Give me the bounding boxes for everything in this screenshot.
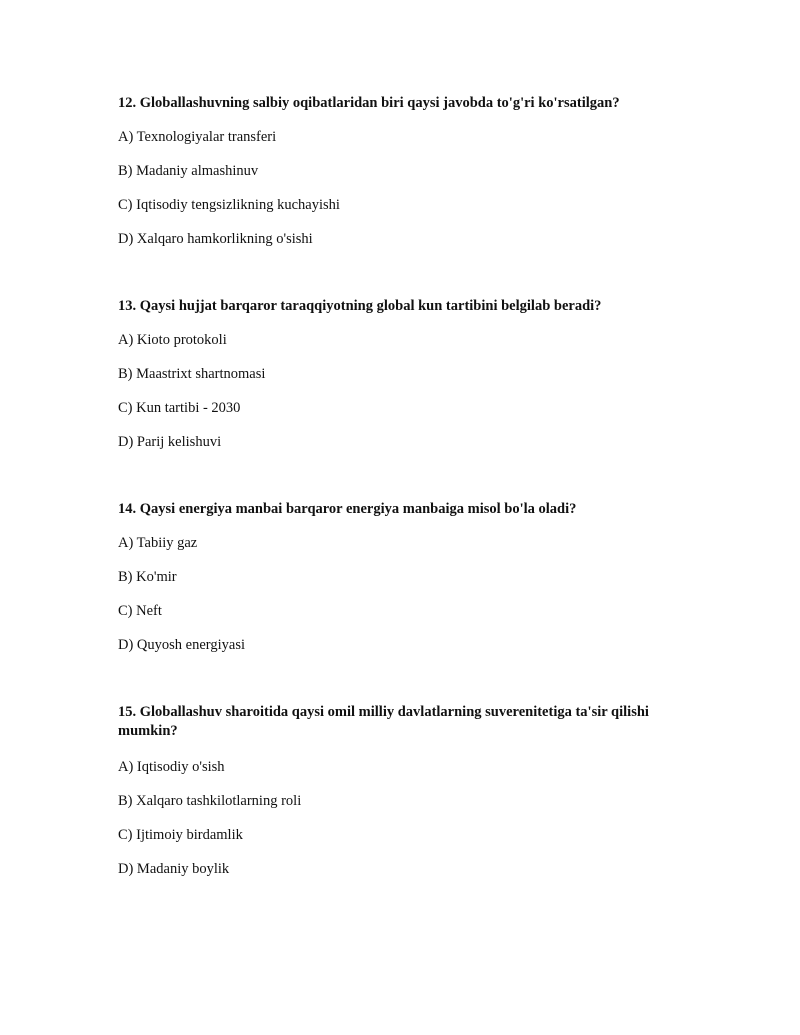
option-b: B) Xalqaro tashkilotlarning roli bbox=[118, 793, 302, 809]
option-a: A) Texnologiyalar transferi bbox=[118, 129, 277, 145]
option-c: C) Ijtimoiy birdamlik bbox=[118, 827, 243, 843]
question-14 bbox=[118, 500, 678, 660]
option-b: B) Ko'mir bbox=[118, 569, 177, 585]
option-a: A) Iqtisodiy o'sish bbox=[118, 759, 225, 775]
option-d: D) Madaniy boylik bbox=[118, 861, 230, 877]
question-text: 12. Globallashuvning salbiy oqibatlaridan biri qaysi javobda to'g'ri ko'rsatilgan? bbox=[118, 95, 620, 111]
option-c: C) Neft bbox=[118, 603, 162, 619]
question-text: 14. Qaysi energiya manbai barqaror energiya manbaiga misol bo'la oladi? bbox=[118, 501, 577, 517]
option-c: C) Kun tartibi - 2030 bbox=[118, 400, 241, 416]
option-d: D) Xalqaro hamkorlikning o'sishi bbox=[118, 231, 313, 247]
question-15 bbox=[118, 703, 678, 883]
option-c: C) Iqtisodiy tengsizlikning kuchayishi bbox=[118, 197, 340, 213]
question-text: 15. Globallashuv sharoitida qaysi omil milliy davlatlarning suverenitetiga ta'sir qilishi mumkin? bbox=[118, 704, 649, 739]
option-d: D) Parij kelishuvi bbox=[118, 434, 222, 450]
option-a: A) Tabiiy gaz bbox=[118, 535, 198, 551]
option-a: A) Kioto protokoli bbox=[118, 332, 227, 348]
question-12 bbox=[118, 94, 678, 254]
option-b: B) Madaniy almashinuv bbox=[118, 163, 259, 179]
question-13 bbox=[118, 297, 678, 457]
option-b: B) Maastrixt shartnomasi bbox=[118, 366, 266, 382]
option-d: D) Quyosh energiyasi bbox=[118, 637, 245, 653]
question-text: 13. Qaysi hujjat barqaror taraqqiyotning global kun tartibini belgilab beradi? bbox=[118, 298, 602, 314]
